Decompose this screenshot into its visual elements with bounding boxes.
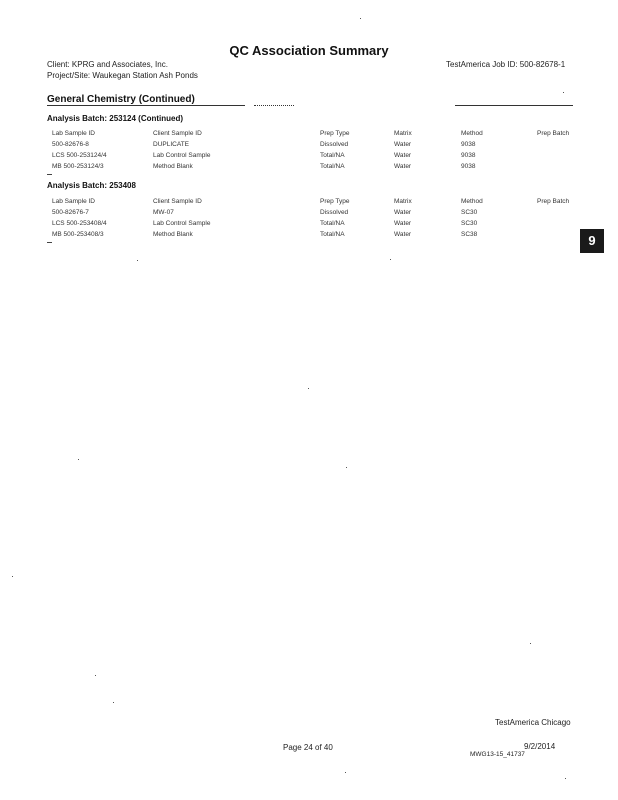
col-method: Method: [461, 198, 483, 205]
cell-lab-sample-id: LCS 500-253408/4: [52, 220, 107, 227]
scan-speck: [78, 459, 79, 460]
report-date: 9/2/2014: [524, 742, 556, 751]
cell-matrix: Water: [394, 209, 412, 216]
section-rule-right: [455, 105, 573, 106]
page-title: QC Association Summary: [229, 43, 389, 58]
cell-prep-type: Dissolved: [320, 209, 349, 216]
cell-method: SC38: [461, 231, 478, 238]
col-method: Method: [461, 130, 483, 137]
cell-matrix: Water: [394, 152, 412, 159]
scan-speck: [563, 92, 564, 93]
section-tab-badge: 9: [580, 229, 604, 253]
cell-lab-sample-id: 500-82676-7: [52, 209, 89, 216]
cell-method: 9038: [461, 141, 476, 148]
col-matrix: Matrix: [394, 198, 412, 205]
cell-method: 9038: [461, 152, 476, 159]
row-marker: [47, 174, 52, 175]
cell-method: SC30: [461, 220, 478, 227]
document-code: MWG13-15_41737: [470, 751, 525, 758]
col-prep-batch: Prep Batch: [537, 198, 570, 205]
col-client-sample-id: Client Sample ID: [153, 198, 202, 205]
cell-matrix: Water: [394, 231, 412, 238]
cell-client-sample-id: MW-07: [153, 209, 174, 216]
cell-client-sample-id: Lab Control Sample: [153, 220, 211, 227]
scan-speck: [390, 259, 391, 260]
cell-client-sample-id: Method Blank: [153, 231, 193, 238]
section-title: General Chemistry (Continued): [47, 94, 195, 105]
scan-speck: [137, 260, 138, 261]
col-client-sample-id: Client Sample ID: [153, 130, 202, 137]
scan-speck: [113, 702, 114, 703]
cell-lab-sample-id: LCS 500-253124/4: [52, 152, 107, 159]
cell-prep-type: Dissolved: [320, 141, 349, 148]
section-rule-left: [47, 105, 245, 106]
cell-prep-type: Total/NA: [320, 152, 345, 159]
cell-lab-sample-id: MB 500-253408/3: [52, 231, 104, 238]
col-prep-type: Prep Type: [320, 198, 350, 205]
col-matrix: Matrix: [394, 130, 412, 137]
project-line: Project/Site: Waukegan Station Ash Ponds: [47, 71, 198, 80]
cell-matrix: Water: [394, 141, 412, 148]
batch-label: Analysis Batch: 253408: [47, 181, 136, 190]
scan-speck: [308, 388, 309, 389]
cell-method: SC30: [461, 209, 478, 216]
page-number: Page 24 of 40: [283, 743, 333, 752]
col-lab-sample-id: Lab Sample ID: [52, 198, 95, 205]
cell-client-sample-id: Method Blank: [153, 163, 193, 170]
scan-speck: [360, 18, 361, 19]
scan-speck: [565, 778, 566, 779]
cell-prep-type: Total/NA: [320, 231, 345, 238]
col-lab-sample-id: Lab Sample ID: [52, 130, 95, 137]
scan-speck: [345, 772, 346, 773]
scan-speck: [346, 467, 347, 468]
lab-name: TestAmerica Chicago: [495, 718, 571, 727]
cell-method: 9038: [461, 163, 476, 170]
job-id-line: TestAmerica Job ID: 500-82678-1: [446, 60, 566, 69]
col-prep-type: Prep Type: [320, 130, 350, 137]
client-line: Client: KPRG and Associates, Inc.: [47, 60, 168, 69]
cell-client-sample-id: DUPLICATE: [153, 141, 189, 148]
cell-prep-type: Total/NA: [320, 220, 345, 227]
scan-speck: [95, 675, 96, 676]
cell-matrix: Water: [394, 163, 412, 170]
cell-lab-sample-id: MB 500-253124/3: [52, 163, 104, 170]
scan-speck: [12, 576, 13, 577]
cell-matrix: Water: [394, 220, 412, 227]
cell-lab-sample-id: 500-82676-8: [52, 141, 89, 148]
row-marker: [47, 242, 52, 243]
cell-client-sample-id: Lab Control Sample: [153, 152, 211, 159]
section-rule-mid: [254, 105, 294, 106]
batch-label: Analysis Batch: 253124 (Continued): [47, 114, 184, 123]
scan-speck: [530, 643, 531, 644]
col-prep-batch: Prep Batch: [537, 130, 570, 137]
cell-prep-type: Total/NA: [320, 163, 345, 170]
